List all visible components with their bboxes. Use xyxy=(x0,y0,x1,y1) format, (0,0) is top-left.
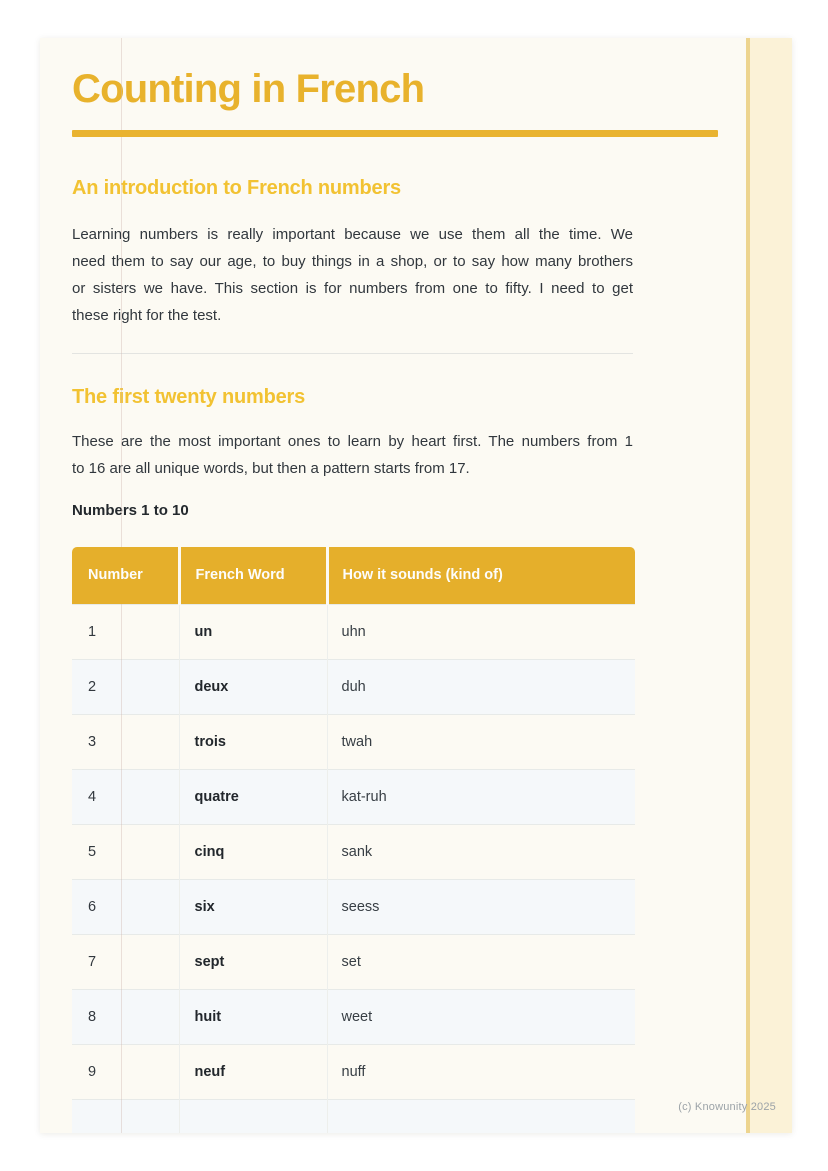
cell-number: 4 xyxy=(72,769,179,824)
paragraph-line: these right for the test. xyxy=(72,307,222,324)
first-twenty-paragraph xyxy=(72,428,633,482)
cell-sound: weet xyxy=(327,989,635,1044)
table-header-row xyxy=(72,547,635,604)
cell-number: 8 xyxy=(72,989,179,1044)
section-divider xyxy=(72,353,633,354)
table-row xyxy=(72,879,635,934)
cell-sound: twah xyxy=(327,714,635,769)
table-row-partial xyxy=(72,1099,635,1133)
cell-number: 1 xyxy=(72,604,179,659)
document-title: Counting in French xyxy=(72,67,425,111)
cell-number xyxy=(72,1099,179,1133)
cell-number: 6 xyxy=(72,879,179,934)
paragraph-line: Learning numbers is really important because we use them all the time. We xyxy=(72,226,633,243)
numbers-table xyxy=(72,547,635,1133)
cell-number: 5 xyxy=(72,824,179,879)
table-row xyxy=(72,989,635,1044)
table-row xyxy=(72,934,635,989)
paragraph-line: need them to say our age, to buy things in a shop, or to say how many brothers xyxy=(72,253,633,270)
cell-number: 2 xyxy=(72,659,179,714)
section-heading-intro: An introduction to French numbers xyxy=(72,177,401,199)
cell-french-word: neuf xyxy=(179,1044,327,1099)
cell-sound xyxy=(327,1099,635,1133)
cell-french-word: quatre xyxy=(179,769,327,824)
cell-french-word: cinq xyxy=(179,824,327,879)
paragraph-line: to 16 are all unique words, but then a pattern starts from 17. xyxy=(72,460,470,477)
page-content xyxy=(40,66,665,1133)
cell-french-word: trois xyxy=(179,714,327,769)
table-caption: Numbers 1 to 10 xyxy=(72,502,189,519)
cell-sound: sank xyxy=(327,824,635,879)
column-header-sound: How it sounds (kind of) xyxy=(327,547,635,604)
cell-french-word: six xyxy=(179,879,327,934)
cell-sound: seess xyxy=(327,879,635,934)
cell-number: 9 xyxy=(72,1044,179,1099)
document-page xyxy=(40,38,792,1133)
numbers-table-wrapper xyxy=(72,547,635,1133)
page-edge-highlight-strip xyxy=(746,38,792,1133)
table-row xyxy=(72,659,635,714)
cell-french-word: un xyxy=(179,604,327,659)
cell-number: 7 xyxy=(72,934,179,989)
table-row xyxy=(72,604,635,659)
cell-sound: nuff xyxy=(327,1044,635,1099)
cell-french-word: huit xyxy=(179,989,327,1044)
table-row xyxy=(72,769,635,824)
cell-number: 3 xyxy=(72,714,179,769)
cell-french-word xyxy=(179,1099,327,1133)
section-heading-first-twenty: The first twenty numbers xyxy=(72,386,306,408)
cell-sound: set xyxy=(327,934,635,989)
cell-sound: duh xyxy=(327,659,635,714)
table-row xyxy=(72,1044,635,1099)
paragraph-line: These are the most important ones to learn by heart first. The numbers from 1 xyxy=(72,433,633,450)
cell-french-word: deux xyxy=(179,659,327,714)
intro-paragraph xyxy=(72,221,633,329)
table-row xyxy=(72,824,635,879)
column-header-number: Number xyxy=(72,547,179,604)
column-header-french-word: French Word xyxy=(179,547,327,604)
copyright-note: (c) Knowunity 2025 xyxy=(678,1101,776,1113)
paragraph-line: or sisters we have. This section is for numbers from one to fifty. I need to get xyxy=(72,280,633,297)
cell-french-word: sept xyxy=(179,934,327,989)
cell-sound: uhn xyxy=(327,604,635,659)
title-underline-rule xyxy=(72,130,718,137)
cell-sound: kat-ruh xyxy=(327,769,635,824)
table-row xyxy=(72,714,635,769)
